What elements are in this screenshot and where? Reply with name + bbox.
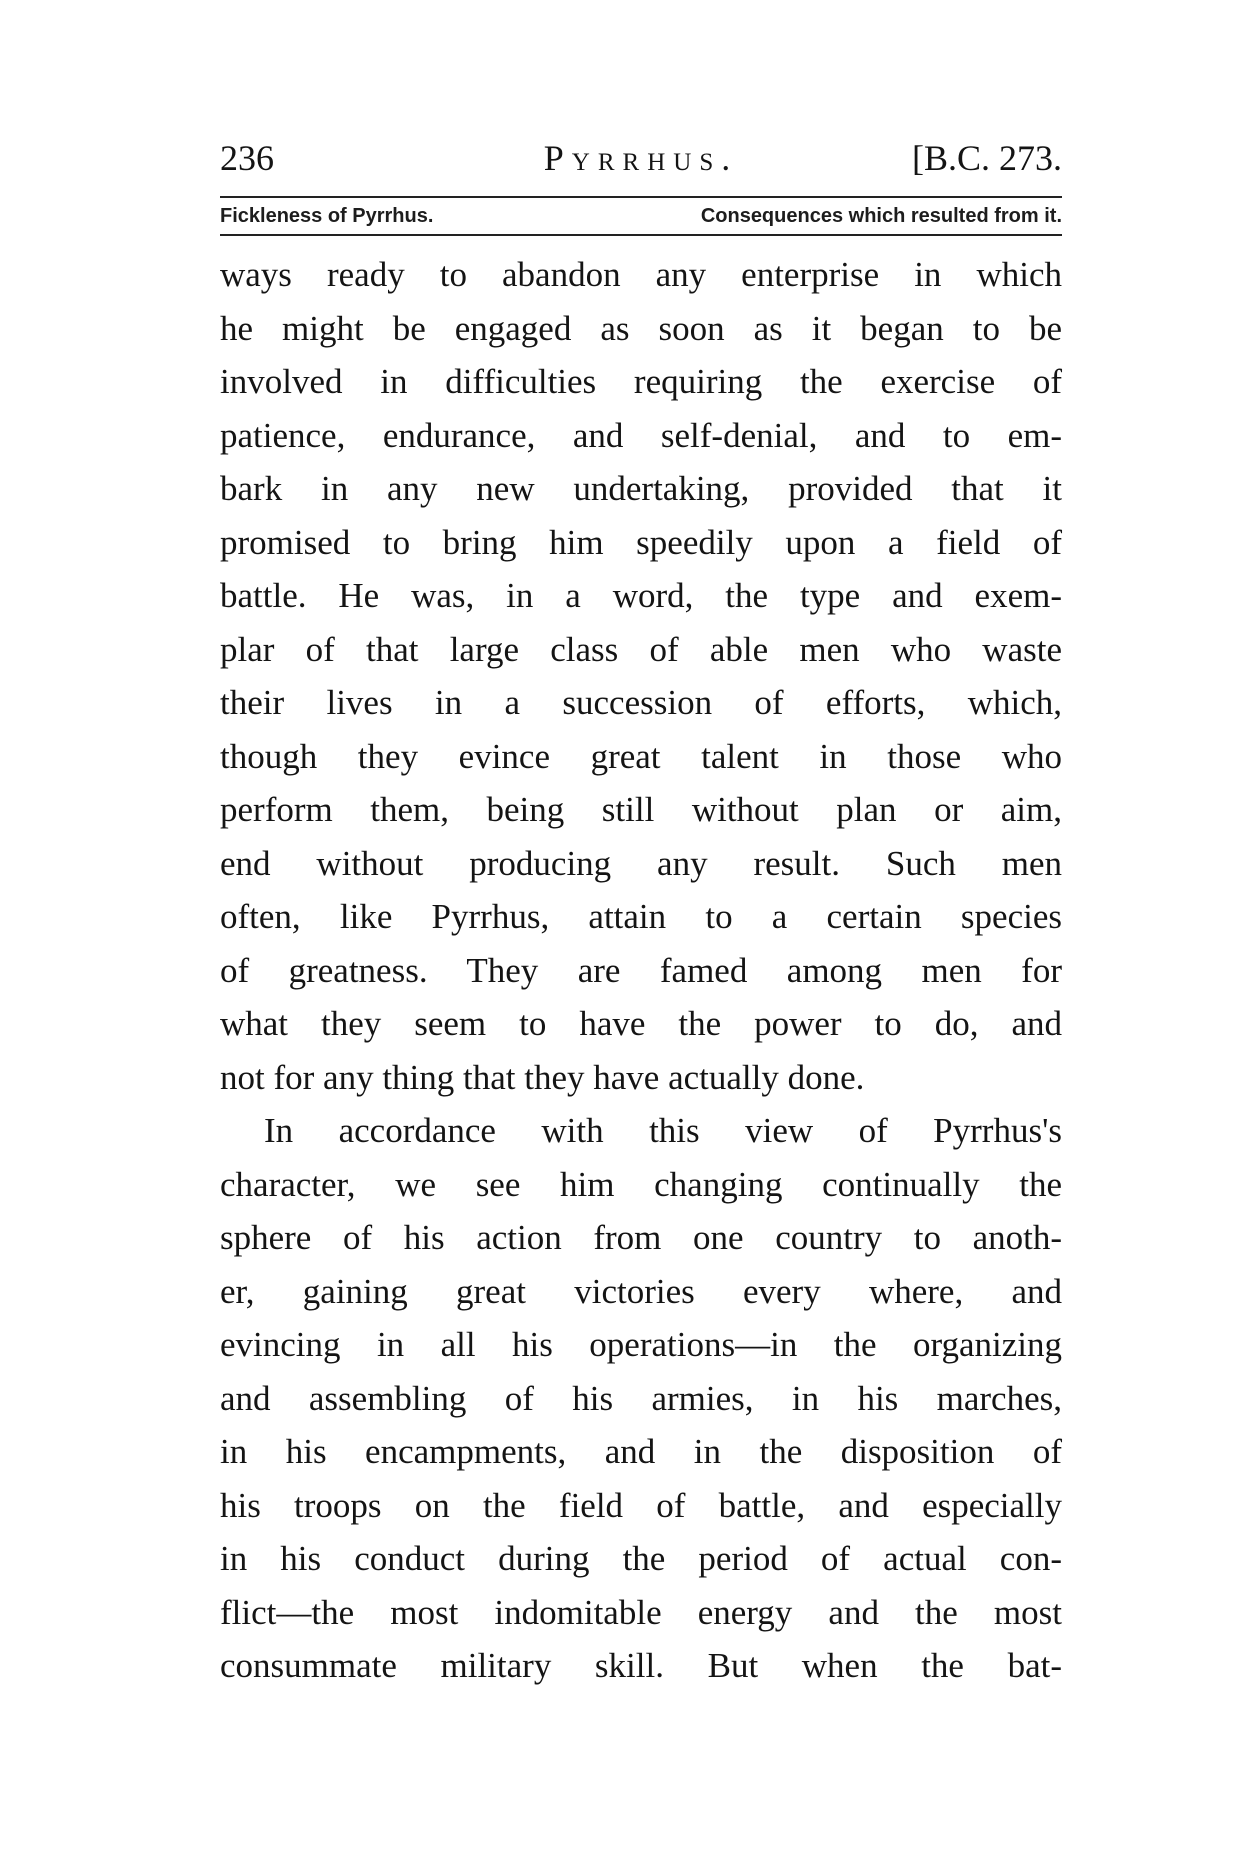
- text-line: in his conduct during the period of actual con-: [220, 1539, 1062, 1578]
- text-line: sphere of his action from one country to anoth-: [220, 1218, 1062, 1257]
- text-line: ways ready to abandon any enterprise in which: [220, 255, 1062, 294]
- running-date: [B.C. 273.: [911, 138, 1062, 178]
- text-line: battle. He was, in a word, the type and exem-: [220, 576, 1062, 615]
- page-number: 236: [220, 138, 274, 178]
- text-line: end without producing any result. Such men: [220, 843, 1062, 883]
- text-line: and assembling of his armies, in his marches,: [220, 1378, 1062, 1418]
- text-line: bark in any new undertaking, provided that it: [220, 469, 1062, 508]
- text-line: In accordance with this view of Pyrrhus's: [264, 1111, 1062, 1150]
- text-line: plar of that large class of able men who waste: [220, 629, 1062, 669]
- text-line: in his encampments, and in the disposition of: [220, 1432, 1062, 1471]
- text-line: involved in difficulties requiring the exercise of: [220, 362, 1062, 401]
- paragraph-2: [220, 1104, 1062, 1693]
- text-line: character, we see him changing continually the: [220, 1164, 1062, 1204]
- text-line: not for any thing that they have actually done.: [220, 1057, 865, 1097]
- text-line: consummate military skill. But when the bat-: [220, 1646, 1062, 1685]
- text-line: er, gaining great victories every where, and: [220, 1271, 1062, 1311]
- sidenote-bar: [220, 198, 1062, 234]
- text-line: their lives in a succession of efforts, which,: [220, 683, 1062, 722]
- body-text: [220, 248, 1062, 1693]
- text-line: patience, endurance, and self-denial, and to em-: [220, 415, 1062, 455]
- text-line: what they seem to have the power to do, and: [220, 1004, 1062, 1043]
- text-line: promised to bring him speedily upon a field of: [220, 522, 1062, 562]
- book-page: [220, 130, 1062, 1693]
- running-title: Pyrrhus.: [543, 138, 739, 178]
- text-line: perform them, being still without plan or aim,: [220, 790, 1062, 829]
- text-line: though they evince great talent in those who: [220, 736, 1062, 776]
- text-line: evincing in all his operations—in the organizing: [220, 1325, 1062, 1364]
- text-line: of greatness. They are famed among men for: [220, 950, 1062, 990]
- header-rule-bottom: [220, 234, 1062, 236]
- paragraph-1: [220, 248, 1062, 1104]
- sidenote-left: Fickleness of Pyrrhus.: [220, 205, 434, 227]
- running-head: [220, 130, 1062, 186]
- text-line: often, like Pyrrhus, attain to a certain species: [220, 897, 1062, 936]
- sidenote-right: Consequences which resulted from it.: [700, 205, 1062, 227]
- text-line: he might be engaged as soon as it began to be: [220, 308, 1062, 348]
- text-line: flict—the most indomitable energy and the most: [220, 1592, 1062, 1632]
- text-line: his troops on the field of battle, and especially: [220, 1485, 1062, 1525]
